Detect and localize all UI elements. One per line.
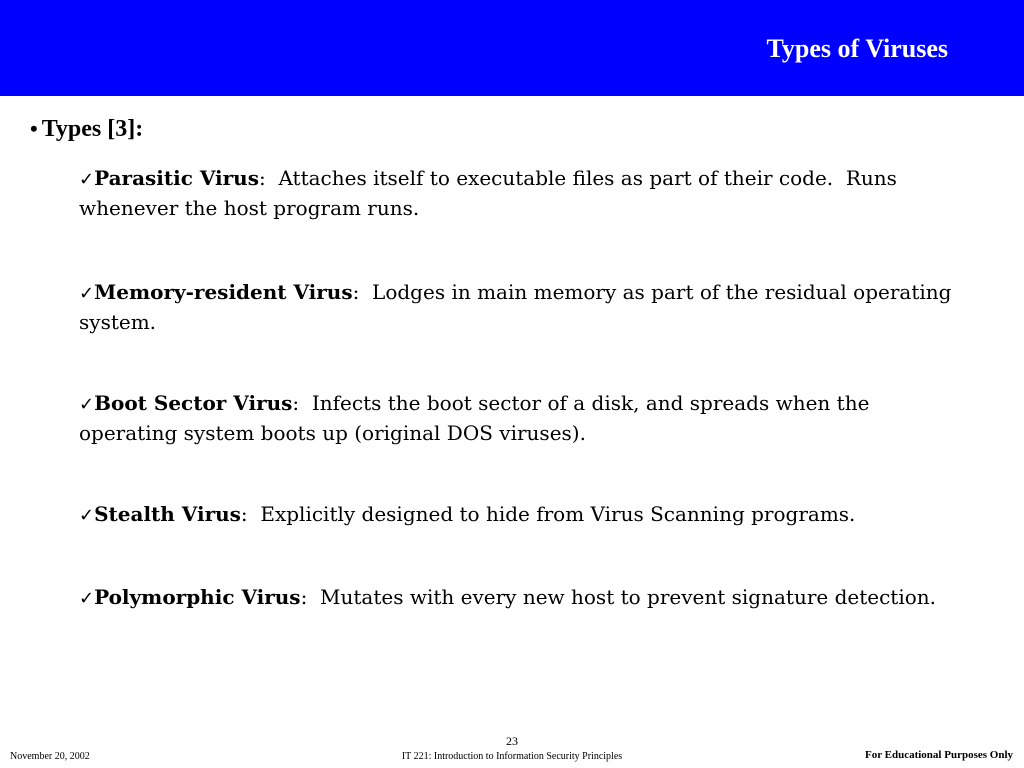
item-separator: : <box>240 502 248 526</box>
list-item-parasitic <box>79 164 979 223</box>
title-bar <box>0 0 1024 96</box>
heading-text: Types [3]: <box>41 116 144 142</box>
item-description: Infects the boot sector of a disk, and spreads when the operating system boots up (original DOS viruses). <box>79 391 876 445</box>
item-separator: : <box>300 585 308 609</box>
list-item-polymorphic <box>79 583 949 613</box>
checkmark-icon: ✓ <box>79 588 95 609</box>
item-description: Mutates with every new host to prevent signature detection. <box>307 585 937 609</box>
list-item-memory-resident <box>79 278 959 337</box>
checkmark-icon: ✓ <box>79 394 95 415</box>
slide-title: Types of Viruses <box>766 34 948 63</box>
item-description: Attaches itself to executable files as part of their code. Runs whenever the host program runs. <box>79 166 904 220</box>
item-description: Lodges in main memory as part of the residual operating system. <box>79 280 958 334</box>
item-separator: : <box>259 166 266 190</box>
footer-course-title: IT 221: Introduction to Information Security Principles <box>401 751 623 762</box>
section-heading <box>30 116 143 143</box>
footer-note: For Educational Purposes Only <box>864 749 1013 761</box>
item-separator: : <box>292 391 300 415</box>
checkmark-icon: ✓ <box>79 283 95 304</box>
item-separator: : <box>352 280 360 304</box>
item-term: Parasitic Virus <box>94 166 259 190</box>
item-term: Polymorphic Virus <box>94 585 301 609</box>
item-description: Explicitly designed to hide from Virus Scanning programs. <box>247 502 856 526</box>
checkmark-icon: ✓ <box>79 505 95 526</box>
item-term: Boot Sector Virus <box>94 391 293 415</box>
page-number: 23 <box>506 734 518 748</box>
footer-date: November 20, 2002 <box>10 751 90 762</box>
list-item-boot-sector <box>79 389 969 448</box>
checkmark-icon: ✓ <box>79 169 95 190</box>
item-term: Stealth Virus <box>94 502 241 526</box>
item-term: Memory-resident Virus <box>94 280 353 304</box>
bullet-icon: • <box>30 116 38 141</box>
list-item-stealth <box>79 500 979 530</box>
